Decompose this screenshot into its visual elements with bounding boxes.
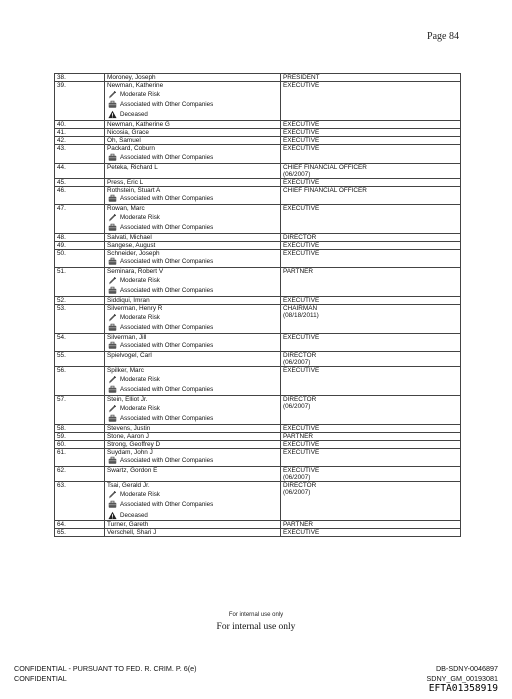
- position-title: EXECUTIVE: [283, 296, 320, 304]
- table-row: [55, 249, 461, 267]
- title-cell: [281, 178, 461, 186]
- table-row: [55, 204, 461, 233]
- person-name: Rothstein, Stuart A: [107, 186, 161, 194]
- person-cell: [105, 424, 281, 432]
- title-cell: [281, 204, 461, 233]
- row-number: 54.: [55, 333, 105, 351]
- flag-label: Associated with Other Companies: [120, 195, 214, 203]
- person-cell: [105, 395, 281, 424]
- flag-label: Associated with Other Companies: [120, 457, 214, 465]
- flag-associated: [107, 384, 278, 394]
- person-name: Stevens, Justin: [107, 424, 151, 432]
- position-date: (06/2007): [283, 489, 311, 497]
- table-row: [55, 432, 461, 440]
- table-row: [55, 529, 461, 537]
- briefcase-icon: [108, 323, 117, 332]
- position-date: (06/2007): [283, 170, 311, 178]
- internal-use-note-small: For internal use only: [228, 612, 284, 618]
- row-number: 46.: [55, 186, 105, 204]
- person-cell: [105, 529, 281, 537]
- position-title: EXECUTIVE: [283, 440, 320, 448]
- person-cell: [105, 178, 281, 186]
- flag-moderate-risk: [107, 489, 278, 499]
- title-cell: [281, 249, 461, 267]
- flag-associated: [107, 257, 278, 267]
- flag-moderate-risk: [107, 212, 278, 222]
- table-row: [55, 395, 461, 424]
- briefcase-icon: [108, 385, 117, 394]
- position-title: PRESIDENT: [283, 74, 320, 81]
- row-number: 51.: [55, 268, 105, 297]
- table-row: [55, 129, 461, 137]
- title-cell: [281, 121, 461, 129]
- title-cell: [281, 440, 461, 448]
- row-number: 43.: [55, 145, 105, 163]
- table-row: [55, 440, 461, 448]
- flag-label: Deceased: [120, 511, 148, 519]
- position-title: EXECUTIVE: [283, 333, 320, 341]
- person-name: Press, Eric L: [107, 178, 144, 186]
- row-number: 58.: [55, 424, 105, 432]
- position-title: CHIEF FINANCIAL OFFICER: [283, 186, 367, 194]
- row-number: 48.: [55, 233, 105, 241]
- title-cell: [281, 145, 461, 163]
- table-row: [55, 424, 461, 432]
- position-title: EXECUTIVE: [283, 424, 320, 432]
- person-cell: [105, 121, 281, 129]
- person-cell: [105, 82, 281, 121]
- confidentiality-line-2: CONFIDENTIAL: [14, 673, 67, 683]
- person-cell: [105, 367, 281, 396]
- table-row: [55, 304, 461, 333]
- flag-moderate-risk: [107, 403, 278, 413]
- person-name: Salvati, Michael: [107, 233, 152, 241]
- row-number: 47.: [55, 204, 105, 233]
- pen-icon: [108, 276, 117, 285]
- row-number: 52.: [55, 296, 105, 304]
- title-cell: [281, 129, 461, 137]
- position-title: EXECUTIVE: [283, 448, 320, 456]
- position-title: DIRECTOR: [283, 395, 317, 403]
- person-cell: [105, 186, 281, 204]
- pen-icon: [108, 404, 117, 413]
- flag-label: Moderate Risk: [120, 276, 160, 284]
- title-cell: [281, 82, 461, 121]
- flag-label: Associated with Other Companies: [120, 224, 214, 232]
- person-cell: [105, 233, 281, 241]
- title-cell: [281, 424, 461, 432]
- person-name: Swartz, Gordon E: [107, 467, 158, 475]
- person-cell: [105, 432, 281, 440]
- flag-label: Associated with Other Companies: [120, 258, 214, 266]
- briefcase-icon: [108, 286, 117, 295]
- row-number: 50.: [55, 249, 105, 267]
- row-number: 63.: [55, 482, 105, 521]
- flag-label: Moderate Risk: [120, 404, 160, 412]
- internal-use-note: For internal use only: [216, 622, 296, 632]
- flag-moderate-risk: [107, 275, 278, 285]
- row-number: 62.: [55, 467, 105, 482]
- entries-table-body: [55, 74, 461, 537]
- person-cell: [105, 304, 281, 333]
- row-number: 59.: [55, 432, 105, 440]
- title-cell: [281, 137, 461, 145]
- row-number: 65.: [55, 529, 105, 537]
- table-row: [55, 448, 461, 466]
- briefcase-icon: [108, 257, 117, 266]
- row-number: 61.: [55, 448, 105, 466]
- person-cell: [105, 296, 281, 304]
- table-row: [55, 333, 461, 351]
- person-name: Newman, Katherine G: [107, 121, 170, 129]
- row-number: 42.: [55, 137, 105, 145]
- person-name: Turner, Gareth: [107, 521, 149, 529]
- person-cell: [105, 333, 281, 351]
- person-name: Schneider, Joseph: [107, 249, 160, 257]
- briefcase-icon: [108, 153, 117, 162]
- title-cell: [281, 304, 461, 333]
- pen-icon: [108, 375, 117, 384]
- row-number: 49.: [55, 241, 105, 249]
- warning-icon: [108, 110, 117, 119]
- flag-deceased: [107, 110, 278, 120]
- person-name: Verschell, Shari J: [107, 529, 157, 537]
- flag-moderate-risk: [107, 312, 278, 322]
- title-cell: [281, 432, 461, 440]
- title-cell: [281, 74, 461, 82]
- person-name: Sangese, August: [107, 241, 156, 249]
- position-title: CHAIRMAN: [283, 304, 318, 312]
- position-title: EXECUTIVE: [283, 529, 320, 537]
- person-cell: [105, 448, 281, 466]
- flag-label: Associated with Other Companies: [120, 287, 214, 295]
- pen-icon: [108, 213, 117, 222]
- row-number: 64.: [55, 521, 105, 529]
- confidentiality-line-1: CONFIDENTIAL - PURSUANT TO FED. R. CRIM. P. 6(e): [14, 664, 197, 673]
- position-date: (06/2007): [283, 474, 311, 482]
- briefcase-icon: [108, 194, 117, 203]
- row-number: 56.: [55, 367, 105, 396]
- flag-label: Moderate Risk: [120, 375, 160, 383]
- position-title: EXECUTIVE: [283, 129, 320, 137]
- flag-associated: [107, 322, 278, 332]
- person-cell: [105, 145, 281, 163]
- table-row: [55, 367, 461, 396]
- title-cell: [281, 482, 461, 521]
- table-row: [55, 137, 461, 145]
- flag-label: Associated with Other Companies: [120, 386, 214, 394]
- row-number: 38.: [55, 74, 105, 82]
- title-cell: [281, 521, 461, 529]
- position-date: (06/2007): [283, 359, 311, 367]
- table-row: [55, 178, 461, 186]
- person-name: Tsai, Gerald Jr.: [107, 482, 150, 490]
- warning-icon: [108, 511, 117, 520]
- flag-label: Associated with Other Companies: [120, 323, 214, 331]
- person-cell: [105, 352, 281, 367]
- row-number: 53.: [55, 304, 105, 333]
- title-cell: [281, 467, 461, 482]
- flag-associated: [107, 286, 278, 296]
- position-title: DIRECTOR: [283, 352, 317, 360]
- person-cell: [105, 268, 281, 297]
- position-title: PARTNER: [283, 521, 313, 529]
- flag-associated: [107, 152, 278, 162]
- briefcase-icon: [108, 100, 117, 109]
- table-row: [55, 74, 461, 82]
- table-row: [55, 82, 461, 121]
- person-name: Spilker, Marc: [107, 367, 144, 375]
- person-cell: [105, 249, 281, 267]
- title-cell: [281, 296, 461, 304]
- position-title: EXECUTIVE: [283, 121, 320, 129]
- title-cell: [281, 529, 461, 537]
- person-name: Packard, Coburn: [107, 145, 155, 153]
- person-name: Nicosia, Grace: [107, 129, 149, 137]
- briefcase-icon: [108, 223, 117, 232]
- flag-label: Deceased: [120, 111, 148, 119]
- person-name: Stone, Aaron J: [107, 432, 149, 440]
- person-cell: [105, 521, 281, 529]
- position-title: EXECUTIVE: [283, 82, 320, 89]
- person-name: Spielvogel, Carl: [107, 352, 152, 360]
- flag-deceased: [107, 510, 278, 520]
- pen-icon: [108, 313, 117, 322]
- table-row: [55, 482, 461, 521]
- flag-label: Associated with Other Companies: [120, 342, 214, 350]
- person-cell: [105, 129, 281, 137]
- person-name: Suydam, John J: [107, 448, 153, 456]
- person-name: Peteka, Richard L: [107, 163, 158, 171]
- person-cell: [105, 137, 281, 145]
- position-date: (08/18/2011): [283, 311, 319, 319]
- person-name: Strong, Geoffrey D: [107, 440, 161, 448]
- flag-label: Moderate Risk: [120, 313, 160, 321]
- position-title: EXECUTIVE: [283, 137, 320, 145]
- table-row: [55, 186, 461, 204]
- flag-associated: [107, 413, 278, 423]
- briefcase-icon: [108, 341, 117, 350]
- flag-label: Moderate Risk: [120, 90, 160, 98]
- person-name: Newman, Katherine: [107, 82, 164, 89]
- flag-associated: [107, 99, 278, 109]
- efta-stamp: EFTA01358919: [428, 683, 498, 694]
- position-title: EXECUTIVE: [283, 467, 320, 475]
- position-title: DIRECTOR: [283, 233, 317, 241]
- bates-number-sdny: SDNY_GM_00193081: [426, 673, 498, 683]
- row-number: 44.: [55, 163, 105, 178]
- person-cell: [105, 482, 281, 521]
- briefcase-icon: [108, 500, 117, 509]
- row-number: 57.: [55, 395, 105, 424]
- person-name: Silverman, Jill: [107, 333, 147, 341]
- table-row: [55, 296, 461, 304]
- row-number: 45.: [55, 178, 105, 186]
- position-title: PARTNER: [283, 268, 313, 276]
- title-cell: [281, 333, 461, 351]
- flag-associated: [107, 341, 278, 351]
- title-cell: [281, 163, 461, 178]
- flag-moderate-risk: [107, 374, 278, 384]
- table-row: [55, 145, 461, 163]
- person-name: Seminara, Robert V: [107, 268, 164, 276]
- title-cell: [281, 367, 461, 396]
- table-row: [55, 121, 461, 129]
- flag-associated: [107, 222, 278, 232]
- row-number: 60.: [55, 440, 105, 448]
- person-name: Silverman, Henry R: [107, 304, 163, 312]
- row-number: 41.: [55, 129, 105, 137]
- title-cell: [281, 241, 461, 249]
- table-row: [55, 268, 461, 297]
- table-row: [55, 163, 461, 178]
- flag-label: Moderate Risk: [120, 213, 160, 221]
- position-title: EXECUTIVE: [283, 249, 320, 257]
- pen-icon: [108, 490, 117, 499]
- table-row: [55, 233, 461, 241]
- briefcase-icon: [108, 456, 117, 465]
- position-title: EXECUTIVE: [283, 204, 320, 212]
- row-number: 55.: [55, 352, 105, 367]
- position-title: EXECUTIVE: [283, 367, 320, 375]
- row-number: 39.: [55, 82, 105, 121]
- bates-numbers: [426, 664, 498, 683]
- person-cell: [105, 74, 281, 82]
- person-cell: [105, 163, 281, 178]
- table-row: [55, 521, 461, 529]
- flag-label: Associated with Other Companies: [120, 501, 214, 509]
- table-row: [55, 467, 461, 482]
- table-row: [55, 241, 461, 249]
- flag-associated: [107, 499, 278, 509]
- position-title: DIRECTOR: [283, 482, 317, 490]
- position-title: EXECUTIVE: [283, 241, 320, 249]
- title-cell: [281, 448, 461, 466]
- person-name: Oh, Samuel: [107, 137, 141, 145]
- position-title: CHIEF FINANCIAL OFFICER: [283, 163, 367, 171]
- page-number: Page 84: [427, 31, 459, 42]
- position-title: EXECUTIVE: [283, 178, 320, 186]
- person-cell: [105, 204, 281, 233]
- flag-associated: [107, 456, 278, 466]
- person-cell: [105, 467, 281, 482]
- position-title: EXECUTIVE: [283, 145, 320, 153]
- flag-associated: [107, 194, 278, 204]
- flag-label: Moderate Risk: [120, 490, 160, 498]
- entries-table: [54, 73, 461, 537]
- person-cell: [105, 440, 281, 448]
- position-date: (06/2007): [283, 402, 311, 410]
- flag-label: Associated with Other Companies: [120, 101, 214, 109]
- flag-moderate-risk: [107, 89, 278, 99]
- bates-number-db: DB-SDNY-0046897: [435, 664, 498, 673]
- briefcase-icon: [108, 414, 117, 423]
- pen-icon: [108, 90, 117, 99]
- flag-label: Associated with Other Companies: [120, 153, 214, 161]
- title-cell: [281, 186, 461, 204]
- position-title: PARTNER: [283, 432, 313, 440]
- person-name: Rowan, Marc: [107, 204, 145, 212]
- person-cell: [105, 241, 281, 249]
- title-cell: [281, 352, 461, 367]
- person-name: Siddiqui, Imran: [107, 296, 150, 304]
- title-cell: [281, 268, 461, 297]
- table-row: [55, 352, 461, 367]
- title-cell: [281, 395, 461, 424]
- flag-label: Associated with Other Companies: [120, 414, 214, 422]
- person-name: Stein, Elliot Jr.: [107, 395, 148, 403]
- confidentiality-notice: [14, 664, 197, 683]
- person-name: Moroney, Joseph: [107, 74, 156, 81]
- title-cell: [281, 233, 461, 241]
- row-number: 40.: [55, 121, 105, 129]
